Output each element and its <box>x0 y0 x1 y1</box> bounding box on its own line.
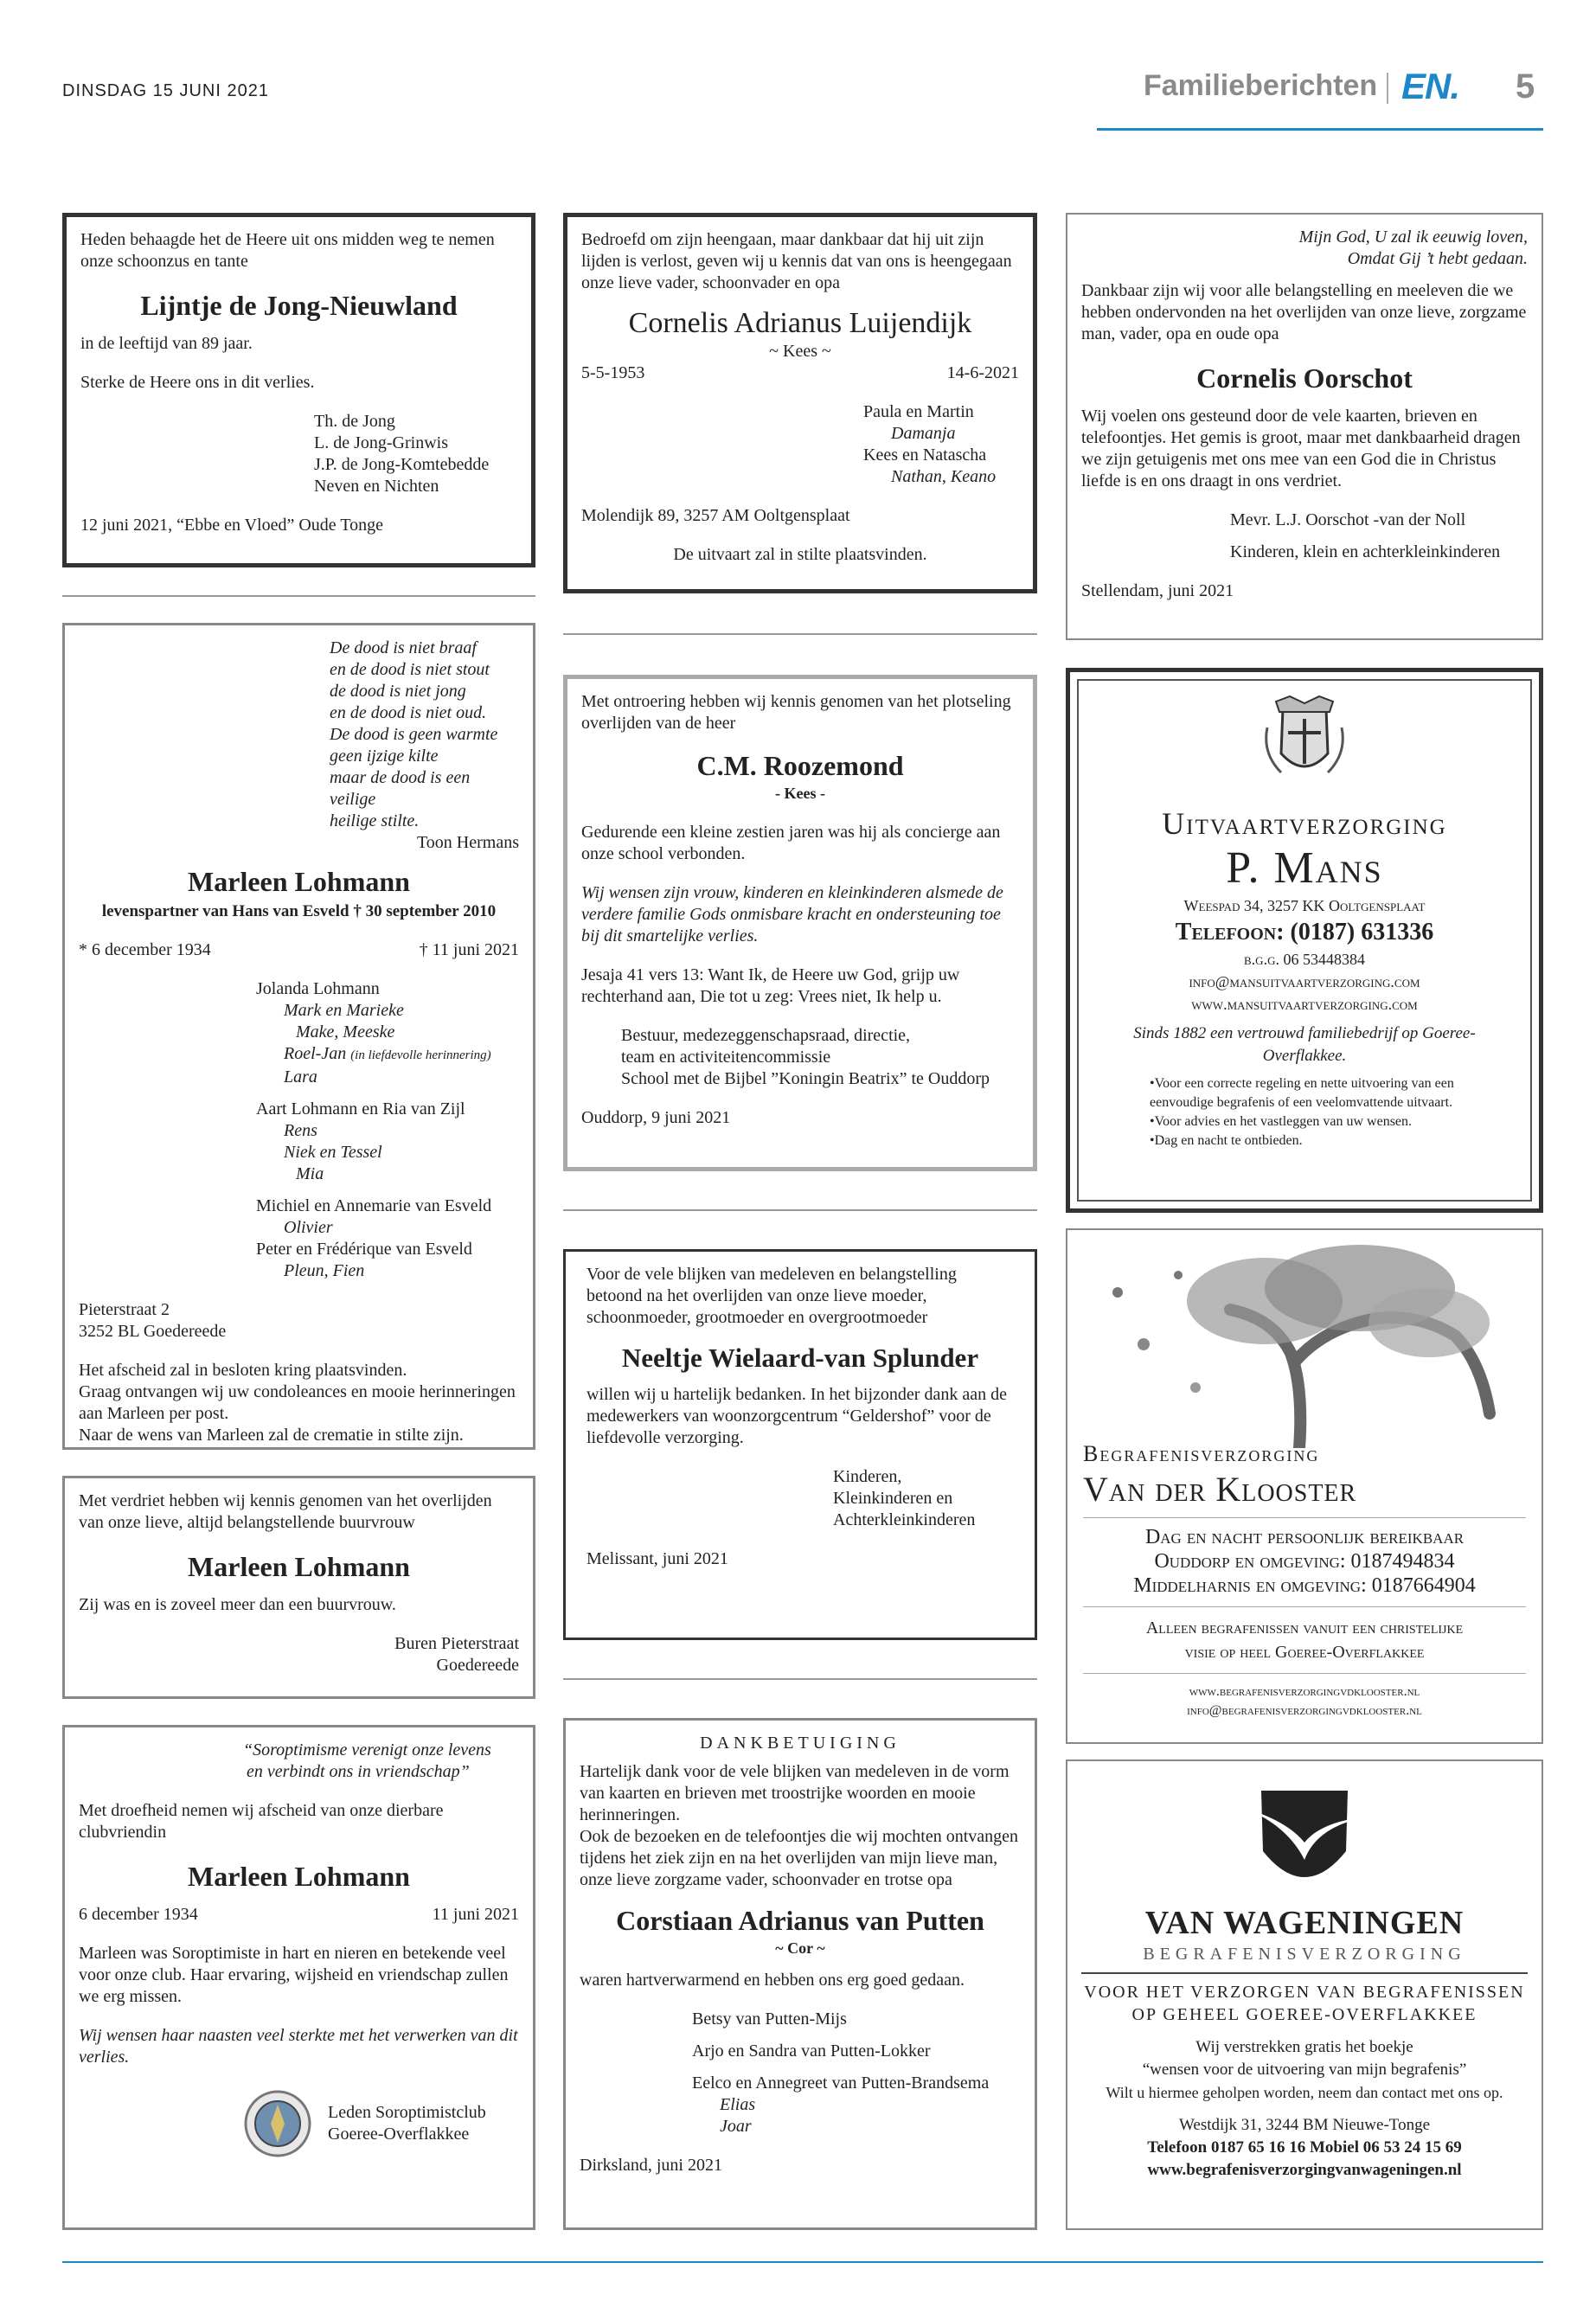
family-member: Joar <box>720 2117 752 2136</box>
notice-body: Marleen was Soroptimiste in hart en nieren en betekende veel voor onze club. Haar ervaring, wijsheid en vriendschap zullen we erg missen. <box>79 1944 509 2006</box>
family-member: Mark en Marieke <box>284 1001 404 1020</box>
offer-line: Wilt u hiermee geholpen worden, neem dan contact met ons op. <box>1106 2084 1503 2101</box>
alt-phone: b.g.g. 06 53448384 <box>1244 951 1365 968</box>
notice-oorschot <box>1066 213 1543 640</box>
nickname: - Kees - <box>775 785 825 802</box>
notice-body: Zij was en is zoveel meer dan een buurvrouw. <box>79 1595 396 1614</box>
quote <box>79 1740 519 1783</box>
tree-logo-icon <box>1083 1240 1526 1448</box>
company-phone: Telefoon: (0187) 631336 <box>1175 919 1434 945</box>
service-item: • Voor advies en het vastleggen van uw wensen. <box>1150 1112 1520 1131</box>
poem-line: geen ijzige kilte <box>330 747 439 766</box>
notice-intro: Met droefheid nemen wij afscheid van onze dierbare clubvriendin <box>79 1801 444 1842</box>
family-list <box>80 411 517 497</box>
notice-intro: Met ontroering hebben wij kennis genomen van het plotseling overlijden van de heer <box>581 692 1011 733</box>
poem <box>79 638 519 832</box>
ad-mans <box>1066 668 1543 1213</box>
family-member: Damanja <box>891 424 956 443</box>
deceased-name: Marleen Lohmann <box>188 1551 410 1582</box>
poem-line: de dood is niet jong <box>330 682 466 701</box>
family-member: Rens <box>284 1121 317 1140</box>
notice-footer: De uitvaart zal in stilte plaatsvinden. <box>673 545 927 564</box>
family-member: Th. de Jong <box>314 412 395 431</box>
family-member: Jolanda Lohmann <box>256 979 380 998</box>
notice-luijendijk <box>563 213 1037 593</box>
family-list <box>79 978 519 1282</box>
deceased-name: Marleen Lohmann <box>188 1861 410 1892</box>
notice-marleen-family <box>62 623 535 1450</box>
company-phone: Ouddorp en omgeving: 0187494834 <box>1154 1550 1455 1573</box>
page-number: 5 <box>1516 67 1535 106</box>
notice-footer: Melissant, juni 2021 <box>586 1549 728 1568</box>
company-phone: Telefoon 0187 65 16 16 Mobiel 06 53 24 15 69 <box>1147 2138 1462 2157</box>
notice-intro: Heden behaagde het de Heere uit ons midden weg te nemen onze schoonzus en tante <box>80 230 495 271</box>
poem-author: Toon Hermans <box>416 833 519 852</box>
quote-line: Omdat Gij ’t hebt gedaan. <box>1347 249 1528 268</box>
birth-date: * 6 december 1934 <box>79 940 211 959</box>
notice-footer: 12 juni 2021, “Ebbe en Vloed” Oude Tonge <box>80 516 384 535</box>
birth-date: 5-5-1953 <box>581 363 645 382</box>
dates-row <box>79 1904 519 1926</box>
company-name: Van der Klooster <box>1083 1470 1357 1509</box>
notice-intro: Bedroefd om zijn heengaan, maar dankbaar dat hij uit zijn lijden is verlost, geven wij u kennis dat van ons is heengegaan onze lieve vader, schoonvader en opa <box>581 230 1012 292</box>
notice-wielaard <box>563 1249 1037 1640</box>
quote <box>1081 227 1528 270</box>
wish-line: Wij wensen haar naasten veel sterkte met het verwerken van dit verlies. <box>79 2026 518 2067</box>
signature: Kleinkinderen en <box>833 1489 953 1508</box>
family-member: Nathan, Keano <box>891 467 997 486</box>
company-name: P. Mans <box>1226 843 1383 893</box>
nickname: ~ Cor ~ <box>775 1939 825 1957</box>
family-member: Paula en Martin <box>863 402 974 421</box>
company-email[interactable]: info@begrafenisverzorgingvdklooster.nl <box>1187 1703 1422 1718</box>
signature: Buren Pieterstraat <box>394 1634 519 1653</box>
service-line: VOOR HET VERZORGEN VAN BEGRAFENISSEN <box>1084 1983 1525 2002</box>
header-divider <box>1387 73 1388 104</box>
signature: Goeree-Overflakkee <box>328 2125 470 2144</box>
offer-line: “wensen voor de uitvoering van mijn begrafenis” <box>1142 2061 1467 2079</box>
family-member: Make, Meeske <box>296 1022 395 1042</box>
poem-line: De dood is geen warmte <box>330 725 498 744</box>
deceased-name: Marleen Lohmann <box>188 866 410 897</box>
header-rule <box>1097 128 1543 131</box>
notice-marleen-soroptimist <box>62 1725 535 2230</box>
death-date: 14-6-2021 <box>946 363 1019 382</box>
signature-block <box>581 1025 1019 1090</box>
notice-footer: Dirksland, juni 2021 <box>580 2156 722 2175</box>
notice-body: Hartelijk dank voor de vele blijken van medeleven in de vorm van kaarten en brieven met troostrijke woorden en mooie herinneringen. <box>580 1762 1010 1824</box>
company-slogan: Sinds 1882 een vertrouwd familiebedrijf op Goeree-Overflakkee. <box>1133 1024 1476 1065</box>
signature: Kinderen, klein en achterkleinkinderen <box>1230 542 1501 561</box>
availability-line: Dag en nacht persoonlijk bereikbaar <box>1144 1526 1465 1548</box>
page-date: DINSDAG 15 JUNI 2021 <box>62 81 269 100</box>
company-email[interactable]: info@mansuitvaartverzorging.com <box>1189 973 1420 990</box>
separator <box>62 595 535 597</box>
company-phone: Middelharnis en omgeving: 0187664904 <box>1133 1574 1476 1597</box>
deceased-name: Neeltje Wielaard-van Splunder <box>621 1343 979 1373</box>
company-slogan: Alleen begrafenissen vanuit een christelijke <box>1145 1618 1464 1638</box>
service-list <box>1089 1074 1520 1150</box>
address-line: Pieterstraat 2 <box>79 1300 170 1319</box>
wish-line: Wij wensen zijn vrouw, kinderen en kleinkinderen alsmede de verdere familie Gods onmisbare kracht en ondersteuning toe bij dit smartelijke verlies. <box>581 883 1003 945</box>
company-address: Weespad 34, 3257 KK Ooltgensplaat <box>1183 897 1426 914</box>
notice-body: waren hartverwarmend en hebben ons erg goed gedaan. <box>580 1971 965 1990</box>
company-brand: BEGRAFENISVERZORGING <box>1143 1945 1466 1964</box>
family-member: Arjo en Sandra van Putten-Lokker <box>692 2041 931 2061</box>
death-date: 11 juni 2021 <box>432 1905 519 1924</box>
notice-roozemond <box>563 675 1037 1171</box>
family-member: L. de Jong-Grinwis <box>314 433 448 452</box>
address-line: Molendijk 89, 3257 AM Ooltgensplaat <box>581 506 850 525</box>
family-member: Eelco en Annegreet van Putten-Brandsema <box>692 2073 990 2093</box>
subtitle: levenspartner van Hans van Esveld † 30 september 2010 <box>101 902 497 920</box>
quote-line: Mijn God, U zal ik eeuwig loven, <box>1298 228 1528 247</box>
signature-block <box>586 1466 1014 1531</box>
company-website[interactable]: www.begrafenisverzorgingvanwageningen.nl <box>1147 2161 1462 2179</box>
family-member: Michiel en Annemarie van Esveld <box>256 1196 492 1215</box>
notice-body: willen wij u hartelijk bedanken. In het bijzonder dank aan de medewerkers van woonzorgcentrum “Geldershof” voor de liefdevolle verzorging. <box>586 1385 1007 1447</box>
birth-date: 6 december 1934 <box>79 1905 198 1924</box>
notice-body: Gedurende een kleine zestien jaren was hij als concierge aan onze school verbonden. <box>581 823 1001 863</box>
prayer-line: Sterke de Heere ons in dit verlies. <box>80 373 315 392</box>
closing-line: Het afscheid zal in besloten kring plaatsvinden. <box>79 1361 407 1380</box>
family-list <box>580 2009 1021 2138</box>
service-item: • Dag en nacht te ontbieden. <box>1150 1131 1520 1150</box>
poem-line: heilige stilte. <box>330 811 420 830</box>
signature: team en activiteitencommissie <box>621 1048 831 1067</box>
deceased-name: C.M. Roozemond <box>696 750 904 781</box>
notice-footer: Stellendam, juni 2021 <box>1081 581 1234 600</box>
newspaper-logo: EN. <box>1401 66 1460 106</box>
family-member: Elias <box>720 2095 756 2114</box>
ad-van-der-klooster <box>1066 1228 1543 1744</box>
closing-line: Graag ontvangen wij uw condoleances en mooie herinneringen aan Marleen per post. <box>79 1382 516 1423</box>
deceased-name: Lijntje de Jong-Nieuwland <box>140 290 458 321</box>
deceased-name: Cornelis Adrianus Luijendijk <box>628 307 972 339</box>
family-member: Lara <box>284 1067 317 1086</box>
quote-line: “Soroptimisme verenigt onze levens <box>243 1740 491 1759</box>
notice-marleen-neighbours <box>62 1476 535 1699</box>
dates-row <box>79 939 519 961</box>
signature: School met de Bijbel ”Koningin Beatrix” te Ouddorp <box>621 1069 990 1088</box>
poem-line: De dood is niet braaf <box>330 638 477 657</box>
signature: Leden Soroptimistclub <box>328 2103 486 2122</box>
quote-line: en verbindt ons in vriendschap” <box>247 1762 470 1781</box>
section-title: Familieberichten <box>1144 69 1378 102</box>
notice-intro: Met verdriet hebben wij kennis genomen van het overlijden van onze lieve, altijd belangstellende buurvrouw <box>79 1491 492 1532</box>
family-member: Roel-Jan <box>284 1044 347 1063</box>
notice-lijntje <box>62 213 535 567</box>
signature: Kinderen, <box>833 1467 902 1486</box>
notice-title: DANKBETUIGING <box>700 1734 901 1753</box>
coat-of-arms-icon <box>1257 693 1352 788</box>
notice-dankbetuiging <box>563 1718 1037 2230</box>
family-member: Niek en Tessel <box>284 1143 382 1162</box>
soroptimist-logo-icon <box>243 2089 312 2158</box>
age-line: in de leeftijd van 89 jaar. <box>80 334 253 353</box>
poem-line: maar de dood is een veilige <box>330 768 471 809</box>
deceased-name: Cornelis Oorschot <box>1196 362 1413 394</box>
company-brand: Uitvaartverzorging <box>1162 806 1447 841</box>
notice-intro: Voor de vele blijken van medeleven en belangstelling betoond na het overlijden van onze lieve moeder, schoonmoeder, grootmoeder en overgrootmoeder <box>586 1265 957 1327</box>
signature: Goedereede <box>436 1656 519 1675</box>
company-name: VAN WAGENINGEN <box>1144 1905 1465 1941</box>
company-website[interactable]: www.mansuitvaartverzorging.com <box>1191 996 1418 1013</box>
notice-body: Ook de bezoeken en de telefoontjes die wij mochten ontvangen tijdens het ziek zijn en na het overlijden van mijn lieve man, onze lieve zorgzame vader, schoonvader en trotse opa <box>580 1827 1019 1889</box>
ad-van-wageningen <box>1066 1759 1543 2230</box>
family-member: Mia <box>296 1164 324 1183</box>
family-member: Peter en Frédérique van Esveld <box>256 1240 472 1259</box>
separator <box>563 633 1037 635</box>
offer-line: Wij verstrekken gratis het boekje <box>1195 2038 1413 2056</box>
separator <box>563 1209 1037 1211</box>
company-website[interactable]: www.begrafenisverzorgingvdklooster.nl <box>1189 1684 1420 1699</box>
family-member: J.P. de Jong-Komtebedde <box>314 455 490 474</box>
company-slogan: visie op heel Goeree-Overflakkee <box>1184 1643 1425 1662</box>
family-member: Pleun, Fien <box>284 1261 365 1280</box>
poem-line: en de dood is niet oud. <box>330 703 487 722</box>
poem-line: en de dood is niet stout <box>330 660 490 679</box>
signature: Bestuur, medezeggenschapsraad, directie, <box>621 1026 911 1045</box>
separator <box>563 1678 1037 1680</box>
bible-verse: Jesaja 41 vers 13: Want Ik, de Heere uw God, grijp uw rechterhand aan, Die tot u zeg: Vrees niet, Ik help u. <box>581 965 960 1006</box>
notice-intro: Dankbaar zijn wij voor alle belangstelling en meeleven die we hebben ondervonden na het overlijden van onze lieve, zorgzame man, vader, opa en oude opa <box>1081 281 1527 343</box>
nickname: ~ Kees ~ <box>769 342 831 361</box>
service-item: • Voor een correcte regeling en nette uitvoering van een eenvoudige begrafenis of een veelomvattende uitvaart. <box>1150 1074 1520 1112</box>
service-line: OP GEHEEL GOEREE-OVERFLAKKEE <box>1131 2005 1477 2024</box>
deceased-name: Corstiaan Adrianus van Putten <box>616 1905 984 1936</box>
signature: Mevr. L.J. Oorschot -van der Noll <box>1230 510 1466 529</box>
family-member: Kees en Natascha <box>863 445 987 465</box>
family-member: Aart Lohmann en Ria van Zijl <box>256 1099 465 1118</box>
dates-row <box>581 362 1019 384</box>
family-list <box>581 401 1019 488</box>
address-line: 3252 BL Goedereede <box>79 1322 227 1341</box>
signature: Achterkleinkinderen <box>833 1510 976 1529</box>
closing-line: Naar de wens van Marleen zal de crematie in stilte zijn. <box>79 1426 464 1445</box>
notice-body: Wij voelen ons gesteund door de vele kaarten, brieven en telefoontjes. Het gemis is groot, maar met dankbaarheid dragen we zijn getuigenis met ons mee van een God die in Christus liefde is en ons draagt in ons verdriet. <box>1081 407 1521 490</box>
notice-footer: Ouddorp, 9 juni 2021 <box>581 1108 731 1127</box>
death-date: † 11 juni 2021 <box>419 940 519 959</box>
company-brand: Begrafenisverzorging <box>1083 1441 1320 1466</box>
family-member: Olivier <box>284 1218 333 1237</box>
company-address: Westdijk 31, 3244 BM Nieuwe-Tonge <box>1178 2116 1431 2134</box>
footer-rule <box>62 2261 1543 2263</box>
family-member: Betsy van Putten-Mijs <box>692 2009 847 2029</box>
memorial-note: (in liefdevolle herinnering) <box>350 1048 491 1062</box>
family-member: Neven en Nichten <box>314 477 439 496</box>
bird-shield-logo-icon <box>1235 1773 1374 1903</box>
